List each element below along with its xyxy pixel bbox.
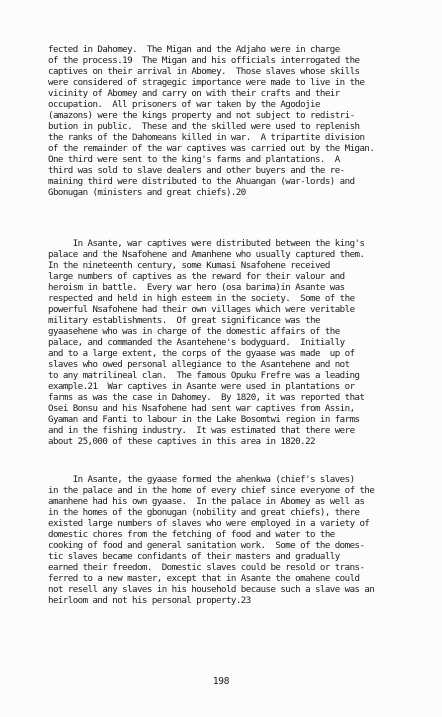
text-line: (amazons) were the kings property and not subject to redistri- xyxy=(48,111,355,121)
paragraph-domestic-slaves xyxy=(48,475,440,607)
text-line: bution in public. These and the skilled were used to replenish xyxy=(48,122,360,132)
text-line: palace and the Nsafohene and Amanhene who usually captured them. xyxy=(48,250,365,260)
text-line: existed large numbers of slaves who were employed in a variety of xyxy=(48,519,370,529)
text-line: Gbonugan (ministers and great chiefs).20 xyxy=(48,188,246,198)
text-line: were considered of stragegic importance were made to live in the xyxy=(48,78,365,88)
text-line: Osei Bonsu and his Nsafohene had sent war captives from Assin, xyxy=(48,404,355,414)
text-line: fected in Dahomey. The Migan and the Adjaho were in charge xyxy=(48,45,340,55)
text-line: In Asante, the gyaase formed the ahenkwa (chief's slaves) xyxy=(48,475,355,485)
text-line: maining third were distributed to the Ahuangan (war-lords) and xyxy=(48,177,355,187)
paragraph-dahomey-captives xyxy=(48,45,440,199)
paragraph-asante-war-captives xyxy=(48,239,440,448)
text-line: Gyaman and Fanti to labour in the Lake Bosomtwi region in farms xyxy=(48,415,360,425)
text-line: farms as was the case in Dahomey. By 1820, it was reported that xyxy=(48,393,365,403)
text-line: about 25,000 of these captives in this area in 1820.22 xyxy=(48,437,315,447)
text-line: domestic chores from the fetching of food and water to the xyxy=(48,530,335,540)
text-line: powerful Nsafohene had their own villages which were veritable xyxy=(48,305,355,315)
text-line: earned their freedom. Domestic slaves could be resold or trans- xyxy=(48,563,365,573)
page-number: 198 xyxy=(212,676,230,687)
text-line: of the remainder of the war captives was carried out by the Migan. xyxy=(48,144,375,154)
text-line: to any matrilineal clan. The famous Opuku Frefre was a leading xyxy=(48,371,360,381)
text-line: palace, and commanded the Asantehene's bodyguard. Initially xyxy=(48,338,345,348)
text-line: the ranks of the Dahomeans killed in war. A tripartite division xyxy=(48,133,365,143)
text-line: in the palace and in the home of every chief since everyone of the xyxy=(48,486,375,496)
text-line: of the process.19 The Migan and his officials interrogated the xyxy=(48,56,360,66)
text-line: vicinity of Abomey and carry on with their crafts and their xyxy=(48,89,340,99)
text-line: heirloom and not his personal property.23 xyxy=(48,596,251,606)
text-line: and in the fishing industry. It was estimated that there were xyxy=(48,426,355,436)
text-line: cooking of food and general sanitation work. Some of the domes- xyxy=(48,541,365,551)
text-line: One third were sent to the king's farms and plantations. A xyxy=(48,155,340,165)
text-line: military establishments. Of great significance was the xyxy=(48,316,320,326)
text-line: heroism in battle. Every war hero (osa barima)in Asante was xyxy=(48,283,345,293)
text-line: example.21 War captives in Asante were used in plantations or xyxy=(48,382,355,392)
text-line: respected and held in high esteem in the society. Some of the xyxy=(48,294,355,304)
text-line: captives on their arrival in Abomey. Those slaves whose skills xyxy=(48,67,360,77)
text-line: occupation. All prisoners of war taken by the Agodojie xyxy=(48,100,320,110)
text-line: in the homes of the gbonugan (nobility and great chiefs), there xyxy=(48,508,360,518)
text-line: large numbers of captives as the reward for their valour and xyxy=(48,272,345,282)
text-line: In Asante, war captives were distributed between the king's xyxy=(48,239,365,249)
text-line: In the nineteenth century, some Kumasi Nsafohene received xyxy=(48,261,330,271)
text-line: third was sold to slave dealers and other buyers and the re- xyxy=(48,166,345,176)
text-line: amanhene had his own gyaase. In the palace in Abomey as well as xyxy=(48,497,365,507)
text-line: gyaasehene who was in charge of the domestic affairs of the xyxy=(48,327,340,337)
text-line: and to a large extent, the corps of the gyaase was made up of xyxy=(48,349,355,359)
text-line: tic slaves became confidants of their masters and gradually xyxy=(48,552,340,562)
text-line: ferred to a new master, except that in Asante the omahene could xyxy=(48,574,360,584)
text-line: not resell any slaves in his household because such a slave was an xyxy=(48,585,375,595)
text-line: slaves who owed personal allegiance to the Asantehene and not xyxy=(48,360,350,370)
